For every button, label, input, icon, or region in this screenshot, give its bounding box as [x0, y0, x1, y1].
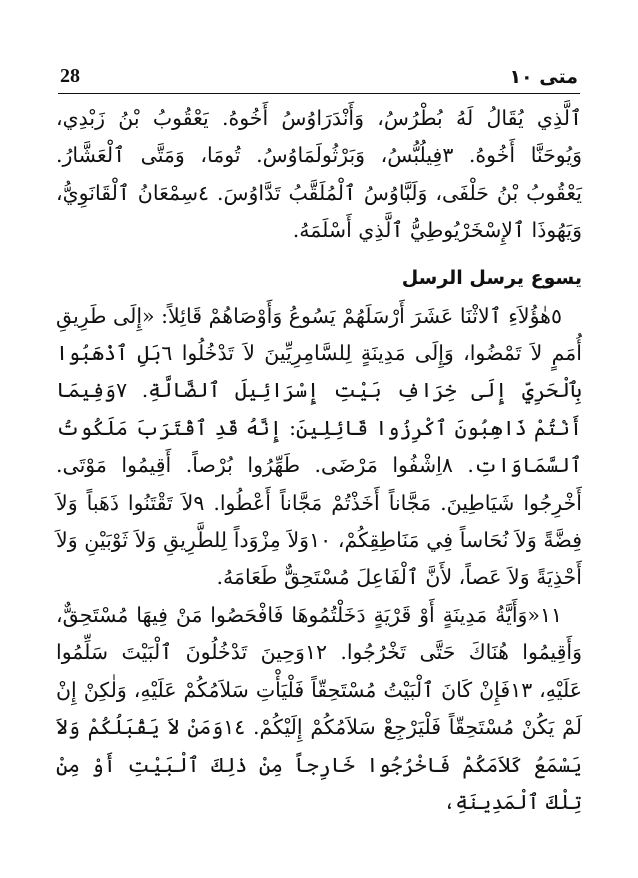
header-rule [58, 93, 580, 94]
paragraph-verses-11-14: ١١«وَأَيَّةُ مَدِينَةٍ أَوْ قَرْيَةٍ دَخَلْتُمُوهَا فَافْحَصُوا مَنْ فِيهَا مُسْتَحِقٌّ، وَأَقِيمُوا هُنَاكَ حَتَّى تَخْرُجُوا. ١٢وَحِينَ تَدْخُلُونَ ٱلْبَيْتَ سَلِّمُوا عَلَيْهِ، ١٣فَإِنْ كَانَ ٱلْبَيْتُ مُسْتَحِقّاً فَلْيَأْتِ سَلاَمُكُمْ عَلَيْهِ، وَلٰكِنْ إِنْ لَمْ يَكُنْ مُسْتَحِقّاً فَلْيَرْجِعْ سَلاَمُكُمْ إِلَيْكُمْ. ١٤وَمَنْ لاَ يَقْبَلُكُمْ وَلاَ يَسْمَعُ كَلاَمَكُمْ فَاخْرُجُوا خَارِجاً مِنْ ذٰلِكَ ٱلْبَيْتِ أَوْ مِنْ تِلْكَ ٱلْمَدِينَةِ، [56, 602, 583, 814]
page-header [60, 58, 578, 88]
body-text [56, 100, 582, 821]
paragraph-verses-5-10: ٥هٰؤُلاَءِ ٱلاثْنَا عَشَرَ أَرْسَلَهُمْ يَسُوعُ وَأَوْصَاهُمْ قَائِلاً: «إِلَى طَرِيقِ أُمَمٍ لاَ تَمْضُوا، وَإِلَى مَدِينَةٍ لِلسَّامِرِيِّينَ لاَ تَدْخُلُوا ٦بَلِ ٱذْهَبُوا بِٱلْحَرِيِّ إِلَى خِرَافِ بَيْتِ إِسْرَائِيلَ ٱلضَّالَّةِ. ٧وَفِيمَا أَنْتُمْ ذَاهِبُونَ ٱكْرِزُوا قَائِلِينَ: إِنَّهُ قَدِ ٱقْتَرَبَ مَلَكُوتُ ٱلسَّمَاوَاتِ. ٨اِشْفُوا مَرْضَى. طَهِّرُوا بُرْصاً. أَقِيمُوا مَوْتَى. أَخْرِجُوا شَيَاطِينَ. مَجَّاناً أَخَذْتُمْ مَجَّاناً أَعْطُوا. ٩لاَ تَقْتَنُوا ذَهَباً وَلاَ فِضَّةً وَلاَ نُحَاساً فِي مَنَاطِقِكُمْ، ١٠وَلاَ مِزْوَداً لِلطَّرِيقِ وَلاَ ثَوْبَيْنِ وَلاَ أَحْذِيَةً وَلاَ عَصاً، لأَنَّ ٱلْفَاعِلَ مُسْتَحِقٌّ طَعَامَهُ. [56, 303, 583, 590]
running-head: متى ١٠ [509, 66, 578, 88]
page-number: 28 [60, 65, 80, 87]
paragraph-verses-2-4: ٱلَّذِي يُقَالُ لَهُ بُطْرُسُ، وَأَنْدَرَاوُسُ أَخُوهُ. يَعْقُوبُ بْنُ زَبْدِي، وَيُوحَنَّا أَخُوهُ. ٣فِيلُبُّسُ، وَبَرْثُولَمَاوُسُ. تُومَا، وَمَتَّى ٱلْعَشَّارُ. يَعْقُوبُ بْنُ حَلْفَى، وَلَبَّاوُسُ ٱلْمُلَقَّبُ تَدَّاوُسَ. ٤سِمْعَانُ ٱلْقَانَوِيُّ، وَيَهُوذَا ٱلإِسْخَرْيُوطِيُّ ٱلَّذِي أَسْلَمَهُ. [56, 106, 582, 243]
section-heading: يسوع يرسل الرسل [401, 266, 582, 289]
